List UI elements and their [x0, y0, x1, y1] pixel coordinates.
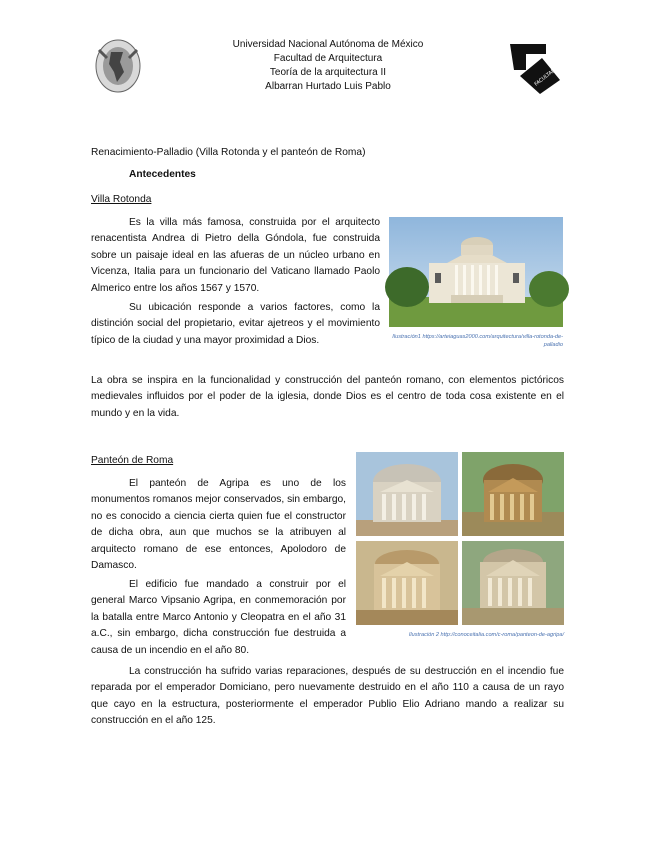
faculty-logo-text: FACULTAD DE ARQUITECTURA — [533, 37, 596, 88]
panteon-paragraph-3: La construcción ha sufrido varias reparaciones, después de su destrucción en el incendio fue reparada por el emperador Domiciano, pero nuevamente destruido en el año 110 a causa de un rayo que cayo en la estructura, posteriormente el emperador Publio Elio Adriano mando a realizar su construcción en el año 125. — [91, 666, 564, 727]
panteon-caption: Ilustración 2 http://conoceitalia.com/c-roma/panteon-de-agripa/ — [408, 632, 564, 638]
faculty-logo — [506, 37, 596, 96]
villa-caption: Ilustración1 https://arteiaguas2000.com/arquitectura/villa-rotonda-de-palladio — [392, 334, 563, 348]
header-author: Albarran Hurtado Luis Pablo — [265, 81, 391, 92]
document-header — [178, 38, 478, 94]
villa-rotonda-image — [389, 217, 563, 327]
panteon-heading: Panteón de Roma — [91, 455, 174, 466]
header-faculty: Facultad de Arquitectura — [273, 53, 383, 64]
section-antecedentes: Antecedentes — [129, 169, 196, 180]
panteon-paragraph-2: El edificio fue mandado a construir por el general Marco Vipsanio Agripa, en conmemoración por la batalla entre Marco Antonio y Cleopatra en el año 31 a.C., sin embargo, dicha construcción fue destruida a causa de un incendio en el año 80. — [91, 579, 346, 656]
panteon-image-grid — [356, 452, 564, 625]
document-title: Renacimiento-Palladio (Villa Rotonda y el panteón de Roma) — [91, 147, 366, 158]
panteon-paragraph-1: El panteón de Agripa es uno de los monumentos romanos mejor conservados, sin embargo, no es conocido a ciencia cierta quien fue el constructor de dicha obra, aun que muchos se la atribuyen al arquitecto romano de ese entonces, Apolodoro de Damasco. — [91, 478, 346, 572]
header-course: Teoría de la arquitectura II — [269, 67, 387, 78]
villa-paragraph-3: La obra se inspira en la funcionalidad y construcción del panteón romano, con elementos pictóricos medievales influidos por el poder de la iglesia, donde Dios es el centro de toda cosa existente en el mundo y en la vida. — [91, 375, 564, 419]
unam-logo — [93, 38, 143, 94]
villa-heading: Villa Rotonda — [91, 194, 152, 205]
villa-paragraph-1: Es la villa más famosa, construida por el arquitecto renacentista Andrea di Pietro della Góndola, fue construida sobre un paisaje ideal en las afueras de un núcleo urbano en Vicenza, Italia para un funcionario del Vaticano llamado Paolo Almerico entre los años 1567 y 1570. — [91, 217, 380, 294]
villa-paragraph-2: Su ubicación responde a varios factores, como la distinción social del propietario, evitar ajetreos y el movimiento típico de la ciudad y una mayor proximidad a Dios. — [91, 302, 380, 346]
header-university: Universidad Nacional Autónoma de México — [232, 39, 424, 50]
